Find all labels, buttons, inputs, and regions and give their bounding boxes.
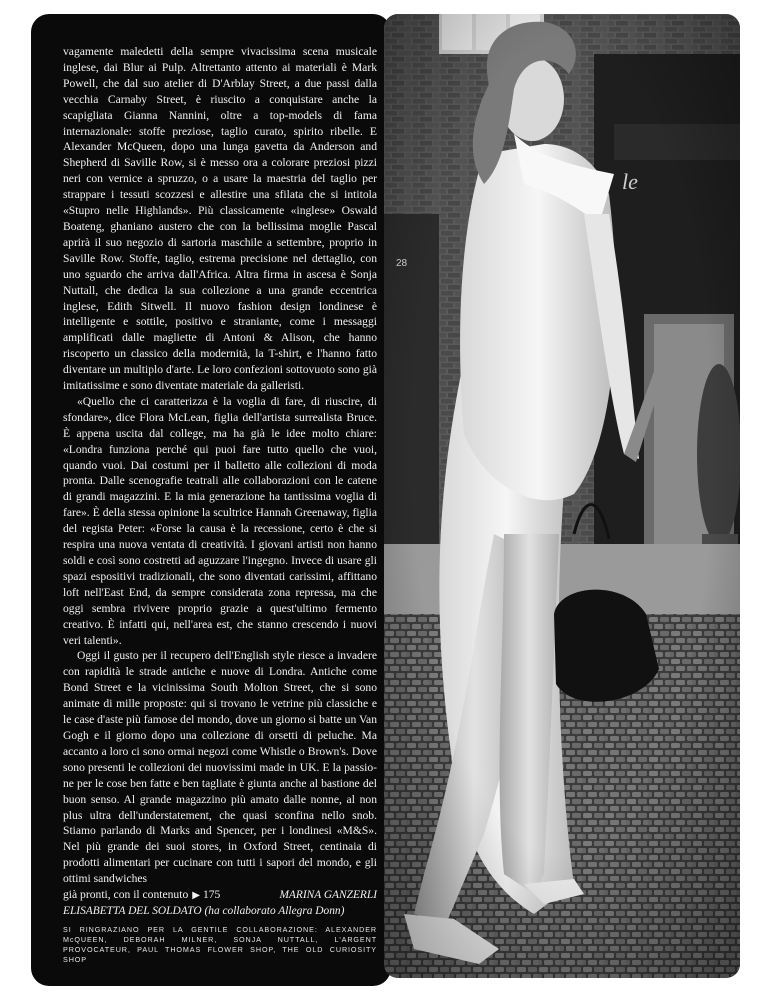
article-text-panel [31,14,391,986]
acknowledgments: SI RINGRAZIANO PER LA GENTILE COLLABORAZIONE: ALEXANDER McQUEEN, DEBORAH MILNER, SONJA NUTTALL, L'ARGENT PROVOCATEUR, PAUL THOMAS FLOWER SHOP, THE OLD CURIOSITY SHOP [63,924,377,964]
article-paragraph-3: Oggi il gusto per il recupero dell'English style riesce a invadere con rapidità le strade antiche e nuove di Londra. Antiche come Bond Street e la vicinissima South Molton Street, che si sono animate di mille proposte: qui si trovano le vetrine più classiche e le case d'aste più famose del mondo, dove un giorno si batte un Van Gogh e il giorno dopo una collezione di orsetti di peluche. Ma accanto a loro ci sono ormai negozi come Whistle o Brown's. Dove sono presenti le collezioni dei nuovissimi made in UK. E la passione per le cose ben fatte e ben tagliate è giunta anche al bastione del buon senso. Al grande magazzino più amato dalle nonne, al non plus ultra dell'understatement, che quasi sconfina nello snob. Stiamo parlando di Marks and Spencer, per i londinesi «M&S». Nel più grande dei suoi stores, in Oxford Street, centinaia di prodotti alimentari per cucinare con tutti i sapori del mondo, e gli ottimi sandwiches [63,649,377,886]
article-signoff [63,887,377,904]
author-byline: MARINA GANZERLI [279,889,377,902]
closing-text: già pronti, con il contenuto [63,888,189,902]
continue-arrow-icon: ▶ [192,890,200,902]
author-credit-line: ELISABETTA DEL SOLDATO (ha collaborato Allegra Donn) [63,904,345,917]
article-body [63,44,377,887]
article-paragraph-1: vagamente maledetti della sempre vivacissima scena musicale inglese, dai Blur ai Pulp. Altrettanto attento ai materiali è Mark Powell, che dal suo atelier di D'Arblay Street, a due passi dalla vecchia Carnaby Street, è riuscito a conquistare anche la scapigliata Gianna Nannini, oltre a top-models di fama internazionale: stoffe preziose, taglio curato, spirito ribelle. E Alexander McQueen, dopo una lunga gavetta da Anderson and Shepherd di Saville Row, si è messo ora a colorare preziosi pizzi neri con vernice a spruzzo, o a usare la maestria del taglio per strappare i tessuti scozzesi e allestire una sfilata che si intitola «Stupro nelle Highlands». Più classicamente «inglese» Oswald Boateng, ghaniano austero che con la bellissima moglie Pascal aprirà il suo negozio di sartoria maschile a settembre, proprio in Saville Row. Stoffe, taglio, estrema precisione nel dettaglio, con uno sguardo che arriva dall'Africa. Altra firma in ascesa è Sonja Nuttall, che dedica la sua collezione a una grande eccentrica inglese, Edith Sitwell. Il nuovo fashion design londinese è intelligente e sottile, positivo e straniante, come i messaggi amplificati dalle magliette di Antoni & Alison, che hanno riscoperto un classico della modernità, la T-shirt, e l'hanno fatto diventare un multiplo d'arte. Le loro confezioni sottovuoto sono già imitatissime e sono diventate materiale da galleristi. [63,45,377,393]
fashion-photo [384,14,740,978]
continue-page-number: 175 [202,888,221,902]
article-paragraph-2: «Quello che ci caratterizza è la voglia di fare, di riuscire, di sfondare», dice Flora McLean, figlia dell'artista surrealista Bruce. È appena uscita dal college, ma ha già le idee molto chiare: «Londra funziona perché qui puoi fare tutto quello che vuoi, quando vuoi. Dai costumi per il balletto alle collezioni di moda pronta. Dalle scenografie teatrali alle collaborazioni con le catene di grandi magazzini. E la mia generazione ha tantissima voglia di fare». È della stessa opinione la scultrice Hannah Greenaway, figlia del regista Peter: «Forse la causa è la recessione, certo è che si respira una nuova ventata di creatività. I giovani artisti non hanno soldi e così sono costretti ad aguzzare l'ingegno. Invece di usare gli spazi espositivi tradizionali, che sono diventati carissimi, affittano loft nell'East End, da sempre considerata zona repressa, ma che oggi sembra rivivere proprio grazie a quest'ultimo fermento creativo. È infatti qui, nell'area est, che stanno crescendo i nuovi veri talenti». [63,394,377,647]
street-scene-illustration [384,14,740,978]
